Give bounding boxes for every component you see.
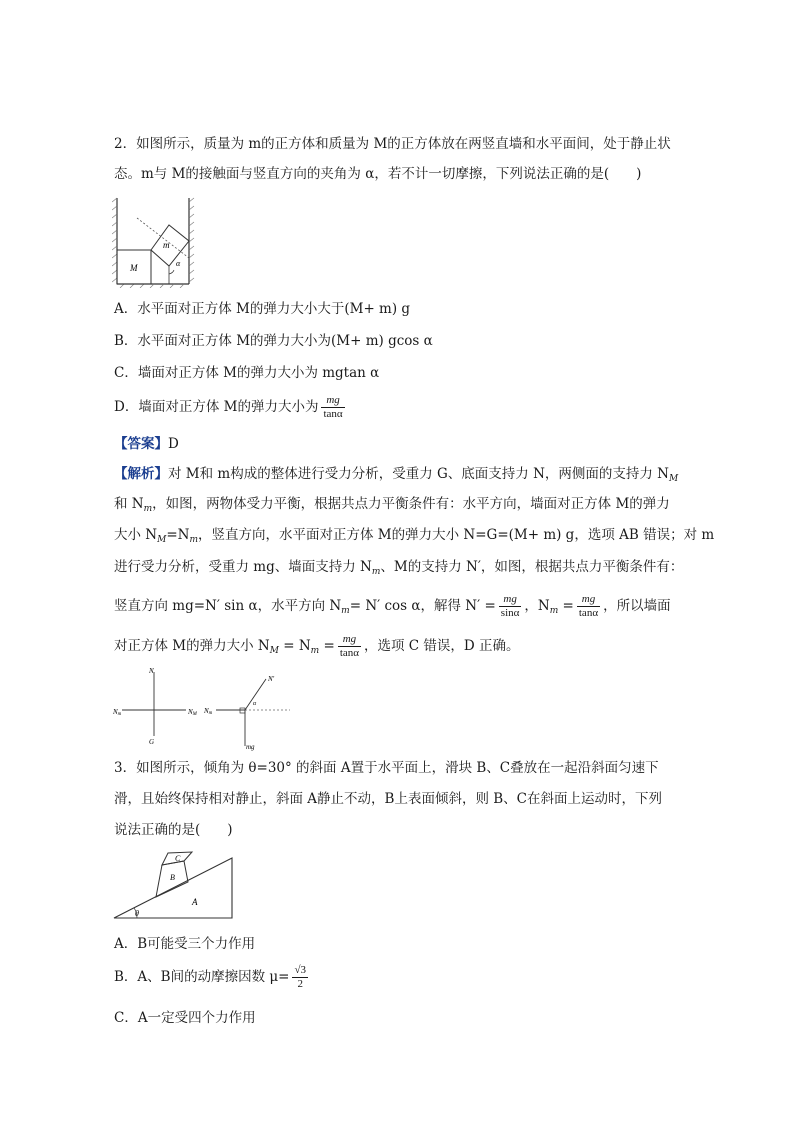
q3-option-b-fraction	[292, 964, 308, 991]
force-label-mg: mg	[246, 743, 255, 751]
fraction-denominator: tanα	[323, 408, 343, 420]
analysis-tag: 【解析】	[114, 466, 168, 482]
q3-fig-label-A: A	[192, 897, 198, 907]
q2-option-d-prefix: D．墙面对正方体 M的弹力大小为	[114, 399, 319, 415]
subscript: m	[371, 567, 381, 577]
q2-analysis-line-4	[114, 557, 683, 582]
q2-stem-line-1: 2．如图所示，质量为 m的正方体和质量为 M的正方体放在两竖直墙和水平面间，处于静止状	[114, 136, 671, 152]
subscript: m	[189, 535, 198, 545]
fraction-numerator: mg	[321, 394, 344, 408]
analysis-text: = N	[278, 638, 311, 654]
q3-option-b	[114, 962, 311, 992]
subscript: m	[341, 606, 350, 616]
analysis-text: ，选项 C 错误，D 正确。	[364, 638, 520, 654]
analysis-text: ，竖直方向，水平面对正方体 M的弹力大小 N=G=(M+ m) g，选项 AB 错误；对 m	[198, 527, 715, 543]
q2-fig-label-M: M	[130, 263, 138, 273]
subscript: m	[143, 504, 153, 514]
force-label-N: N	[149, 667, 154, 675]
answer-value: D	[168, 436, 179, 452]
analysis-text: =N	[166, 527, 190, 543]
q2-analysis-line-6	[114, 630, 520, 667]
fraction-numerator: mg	[338, 633, 361, 647]
subscript: M	[269, 646, 279, 656]
fraction-numerator: mg	[499, 593, 522, 607]
q2-analysis-line-2	[114, 494, 670, 519]
q3-stem-line-3: 说法正确的是( )	[114, 822, 233, 838]
fraction-mg-over-sin	[499, 593, 522, 620]
q2-option-c: C．墙面对正方体 M的弹力大小为 mgtan α	[114, 365, 380, 381]
q2-stem-line-2: 态。m与 M的接触面与竖直方向的夹角为 α，若不计一切摩擦，下列说法正确的是( )	[114, 166, 642, 182]
force-label-Nprime: N′	[268, 675, 275, 683]
q2-analysis-line-1	[114, 464, 678, 489]
q2-answer	[114, 434, 179, 454]
analysis-text: 和 N	[114, 496, 144, 512]
fraction-numerator: √3	[294, 964, 307, 976]
analysis-text: =	[558, 598, 574, 614]
subscript: m	[310, 646, 320, 656]
q2-force-diagrams	[110, 664, 300, 754]
q2-figure-wall-blocks	[112, 196, 196, 288]
q3-stem-line-1: 3．如图所示，倾角为 θ=30° 的斜面 A置于水平面上，滑块 B、C叠放在一起沿斜面匀速下	[114, 760, 659, 776]
q2-fig-label-alpha: α	[176, 259, 181, 268]
analysis-text: 进行受力分析，受重力 mg、墙面支持力 N	[114, 559, 372, 575]
fraction-numerator: mg	[577, 593, 600, 607]
force-label-G: G	[149, 738, 155, 746]
analysis-text: ，所以墙面	[603, 598, 671, 614]
subscript: M	[157, 535, 167, 545]
force-label-alpha: α	[253, 701, 257, 707]
analysis-text: ，如图，两物体受力平衡，根据共点力平衡条件有：水平方向，墙面对正方体 M的弹力	[152, 496, 670, 512]
q2-option-a: A．水平面对正方体 M的弹力大小大于(M+ m) g	[114, 301, 411, 317]
analysis-text: 、M的支持力 N′，如图，根据共点力平衡条件有：	[380, 559, 684, 575]
analysis-text: 大小 N	[114, 527, 158, 543]
force-label-NM: NM	[188, 708, 197, 717]
q3-stem-line-2: 滑，且始终保持相对静止，斜面 A静止不动，B上表面倾斜，则 B、C在斜面上运动时，下列	[114, 791, 663, 807]
q3-fig-label-C: C	[175, 854, 181, 863]
analysis-text: 对 M和 m构成的整体进行受力分析，受重力 G、底面支持力 N，两侧面的支持力 N	[168, 466, 669, 482]
q3-figure-incline	[112, 850, 237, 922]
subscript: m	[549, 606, 559, 616]
fraction-denominator: sinα	[500, 607, 520, 619]
q3-fig-label-B: B	[170, 873, 175, 882]
fraction-denominator: 2	[297, 978, 303, 990]
q3-option-c: C．A一定受四个力作用	[114, 1010, 256, 1026]
answer-tag: 【答案】	[114, 436, 168, 452]
analysis-text: ，N	[524, 598, 550, 614]
fraction-denominator: tanα	[578, 607, 599, 619]
analysis-text: 竖直方向 mg=N′ sin α，水平方向 N	[114, 598, 342, 614]
option-b-prefix: B．A、B间的动摩擦因数 μ=	[114, 969, 290, 985]
fraction-mg-over-tan	[577, 593, 600, 620]
q3-fig-label-theta: θ	[135, 909, 139, 918]
force-label-Nm-2: Nm	[204, 707, 213, 716]
q3-option-a: A．B可能受三个力作用	[114, 936, 256, 952]
fraction-denominator: tanα	[339, 647, 360, 659]
q2-option-b: B．水平面对正方体 M的弹力大小为(M+ m) gcos α	[114, 333, 433, 349]
q2-fig-label-m: m	[163, 240, 170, 250]
analysis-text: = N′ cos α，解得 N′ =	[349, 598, 496, 614]
q2-option-d	[114, 392, 348, 422]
analysis-text: =	[319, 638, 335, 654]
q2-analysis-line-5	[114, 590, 671, 627]
q2-analysis-line-3	[114, 525, 714, 550]
analysis-text: 对正方体 M的弹力大小 N	[114, 638, 270, 654]
fraction-mg-over-tan	[338, 633, 361, 660]
force-label-Nm: Nm	[113, 708, 122, 717]
subscript: M	[669, 474, 679, 484]
q2-option-d-fraction	[321, 394, 344, 421]
